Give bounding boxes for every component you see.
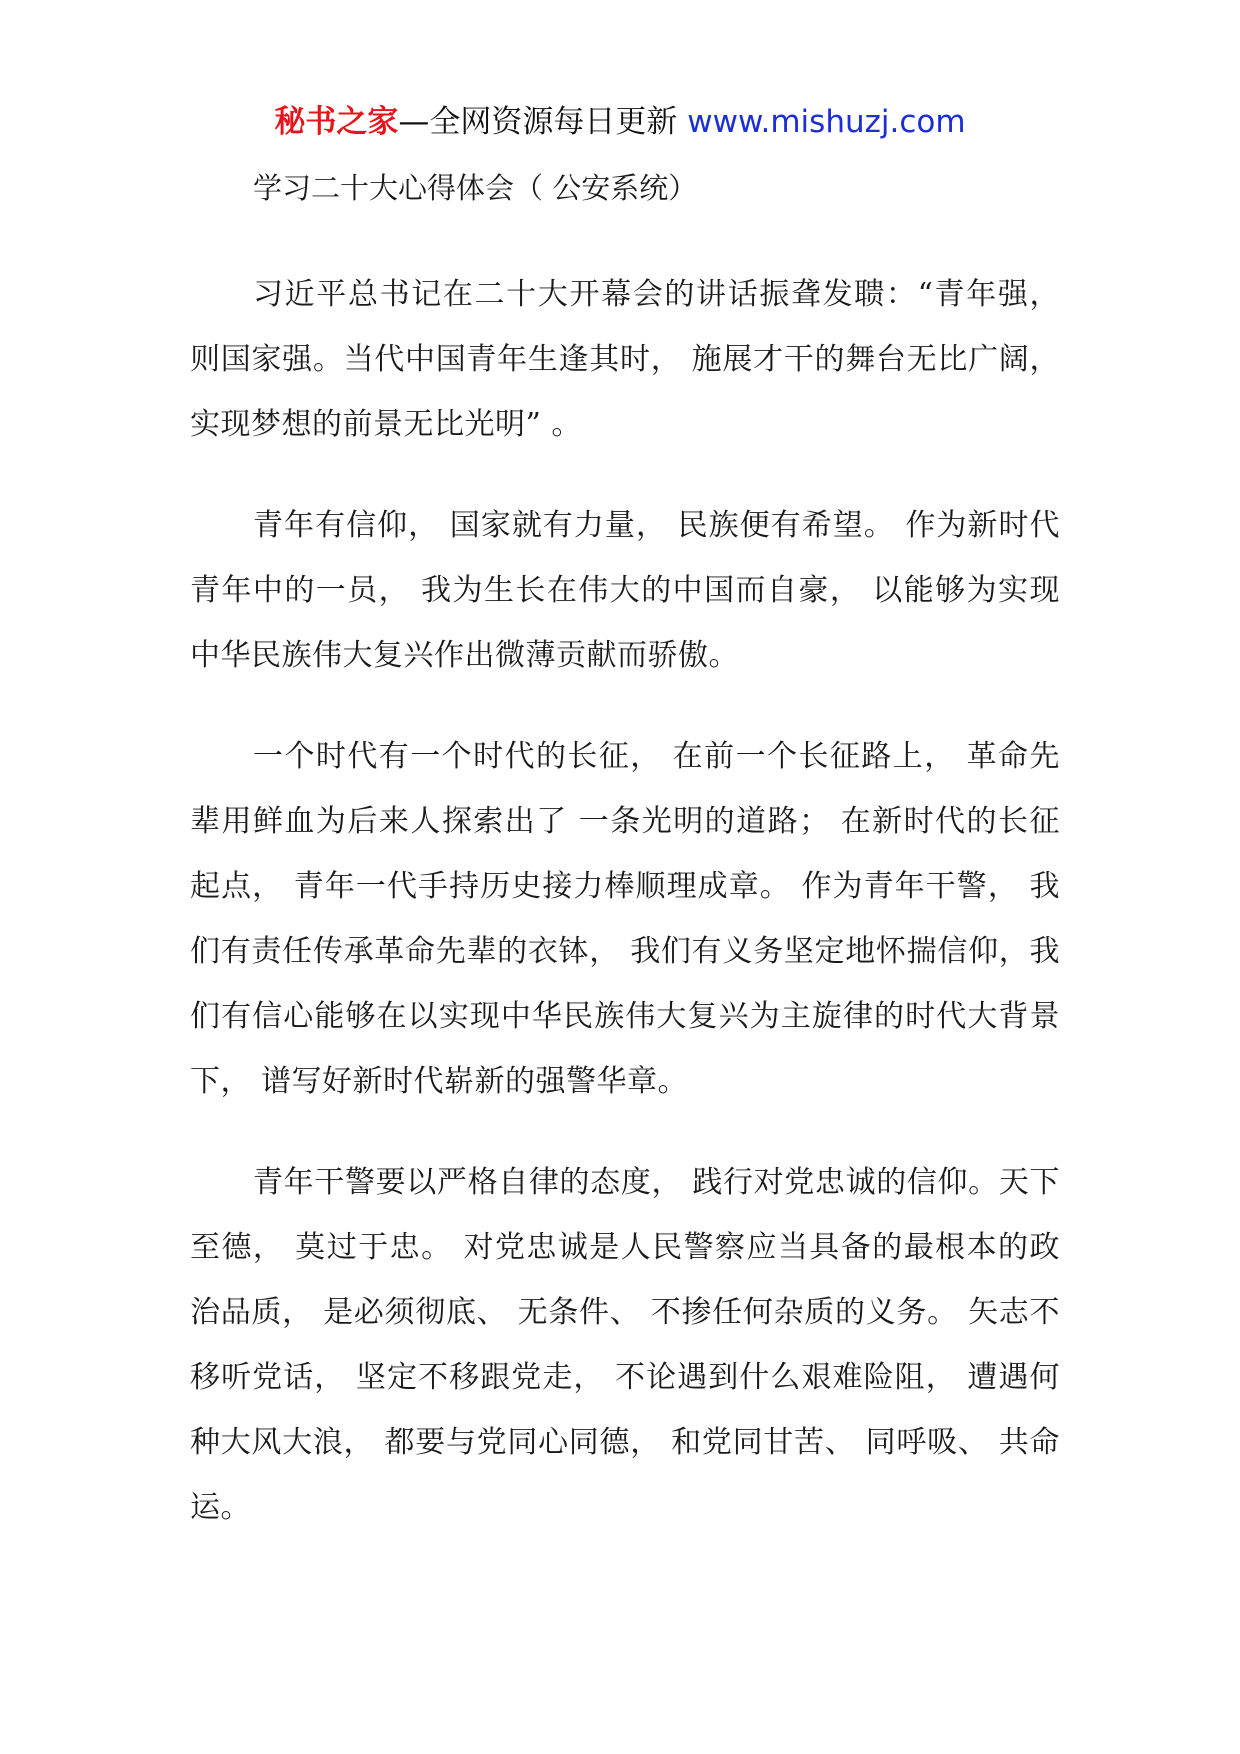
banner-tagline: —全网资源每日更新 xyxy=(398,104,688,140)
paragraph-4: 青年干警要以严格自律的态度， 践行对党忠诚的信仰。天下至德， 莫过于忠。 对党忠诚是人民警察应当具备的最根本的政治品质， 是必须彻底、 无条件、 不掺任何杂质的义务。 矢志不移听党话， 坚定不移跟党走， 不论遇到什么艰难险阻， 遭遇何种大风大浪， 都要与党同心同德， 和党同甘苦、 同呼吸、 共命运。 xyxy=(190,1165,1060,1525)
paragraph-2: 青年有信仰， 国家就有力量， 民族便有希望。 作为新时代青年中的一员， 我为生长在伟大的中国而自豪， 以能够为实现中华民族伟大复兴作出微薄贡献而骄傲。 xyxy=(190,508,1060,673)
paragraph-1: 习近平总书记在二十大开幕会的讲话振聋发聩：“青年强，则国家强。当代中国青年生逢其时， 施展才干的舞台无比广阔，实现梦想的前景无比光明” 。 xyxy=(190,277,1060,442)
paragraph-3: 一个时代有一个时代的长征， 在前一个长征路上， 革命先辈用鲜血为后来人探索出了 一条光明的道路； 在新时代的长征起点， 青年一代手持历史接力棒顺理成章。 作为青年干警， 我们有责任传承革命先辈的衣钵， 我们有义务坚定地怀揣信仰，我们有信心能够在以实现中华民族伟大复兴为主旋律的时代大背景下， 谱写好新时代崭新的强警华章。 xyxy=(190,739,1060,1099)
document-title: 学习二十大心得体会（ 公安系统） xyxy=(253,171,698,205)
document-body xyxy=(190,262,1060,1576)
brand-name: 秘书之家 xyxy=(274,104,399,140)
site-url-link[interactable]: www.mishuzj.com xyxy=(687,104,966,140)
site-banner xyxy=(0,100,1240,144)
